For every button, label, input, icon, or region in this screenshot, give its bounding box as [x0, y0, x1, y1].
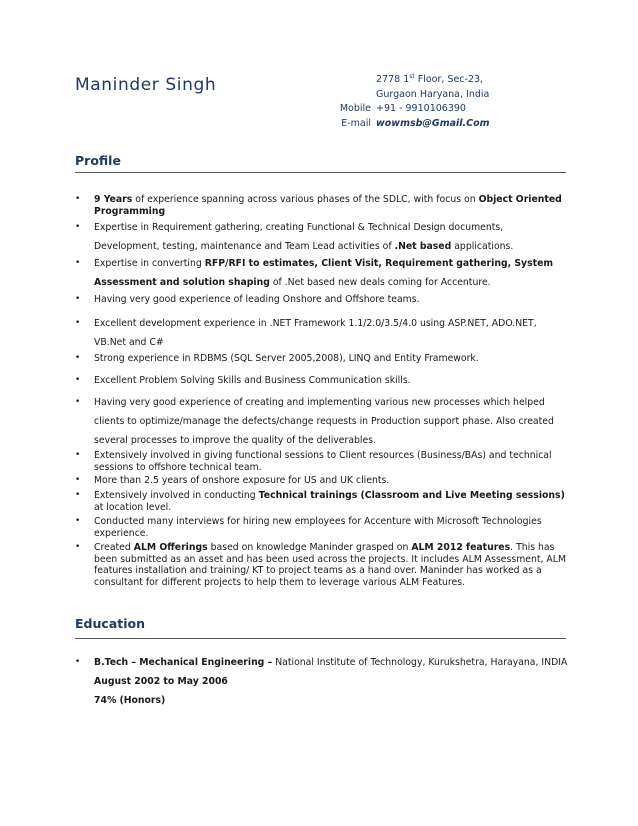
- bullet-icon: •: [75, 194, 81, 204]
- bullet-icon: •: [75, 353, 81, 363]
- candidate-name: Maninder Singh: [75, 75, 217, 95]
- bullet-icon: •: [75, 258, 81, 268]
- education-score: 74% (Honors): [94, 695, 166, 706]
- bullet-icon: •: [75, 450, 81, 460]
- bullet-icon: •: [75, 516, 81, 526]
- bullet-icon: •: [75, 542, 81, 552]
- contact-values: [376, 73, 490, 131]
- email-label: E-mail: [341, 117, 371, 129]
- address-line-1: 2778 1st Floor, Sec-23,: [376, 72, 484, 85]
- education-dates: August 2002 to May 2006: [94, 676, 228, 687]
- contact-labels: [327, 73, 371, 131]
- education-divider: [75, 638, 566, 639]
- mobile-label: Mobile: [339, 103, 371, 114]
- education-heading: Education: [75, 616, 145, 631]
- resume-page: Maninder Singh Mobile E-mail 2778 1st Floor, Sec-23, Gurgaon Haryana, India +91 - 9910106390 wowmsb@Gmail.Com Profile • 9 Years of experience spanning across various phases of the SDLC, with focus on Object Oriented Programming • Expertise in Requirement gathering, creating Functional & Technical Design documents, Development, testing, maintenance and Team Lead activities of .Net based applications. • Expertise in converting RFP/RFI to estimates, Client Visit, Requirement gathering, System Assessment and solution shaping of .Net based new deals coming for Accenture. • Having very good experience of leading Onshore and Offshore teams. • Excellent development experience in .NET Framework 1.1/2.0/3.5/4.0 using ASP.NET, ADO.NET, VB.Net and C# • Strong experience in RDBMS (SQL Server 2005,2008), LINQ and Entity Framework. • Excellent Problem Solving Skills and Business Communication skills. • Having very good experience of creating and implementing various new processes which helped clients to optimize/manage the defects/change requests in Production support phase. Also created several processes to improve the quality of the deliverables. • Extensively involved in giving functional sessions to Client resources (Business/BAs) and technical sessions to offshore technical team. • More than 2.5 years of onshore exposure for US and UK clients. • Extensively involved in conducting Technical trainings (Classroom and Live Meeting sessions) at location level. • Conducted many interviews for hiring new employees for Accenture with Microsoft Technologies experience. • Created ALM Offerings based on knowledge Maninder grasped on ALM 2012 features. This has been submitted as an asset and has been used across the projects. It includes ALM Assessment, ALM features installation and training/ KT to project teams as a hand over. Maninder has worked as a consultant for different projects to help them to leverage various ALM Features. Education • B.Tech – Mechanical Engineering – National Institute of Technology, Kurukshetra, Harayana, INDIA August 2002 to May 2006 74% (Honors): [75, 72, 568, 706]
- bullet-icon: •: [75, 397, 81, 407]
- profile-heading: Profile: [75, 153, 121, 168]
- bullet-icon: •: [75, 294, 81, 304]
- bullet-icon: •: [75, 222, 81, 232]
- bullet-icon: •: [75, 375, 81, 385]
- bullet-icon: •: [75, 475, 81, 485]
- bullet-icon: •: [75, 318, 81, 328]
- mobile-value: +91 - 9910106390: [376, 103, 466, 114]
- profile-divider: [75, 172, 566, 173]
- bullet-icon: •: [75, 490, 81, 500]
- bullet-icon: •: [75, 657, 81, 667]
- address-line-2: Gurgaon Haryana, India: [376, 88, 490, 100]
- email-value[interactable]: wowmsb@Gmail.Com: [376, 117, 490, 129]
- education-degree: B.Tech – Mechanical Engineering – National Institute of Technology, Kurukshetra, Harayana, INDIA: [94, 657, 568, 668]
